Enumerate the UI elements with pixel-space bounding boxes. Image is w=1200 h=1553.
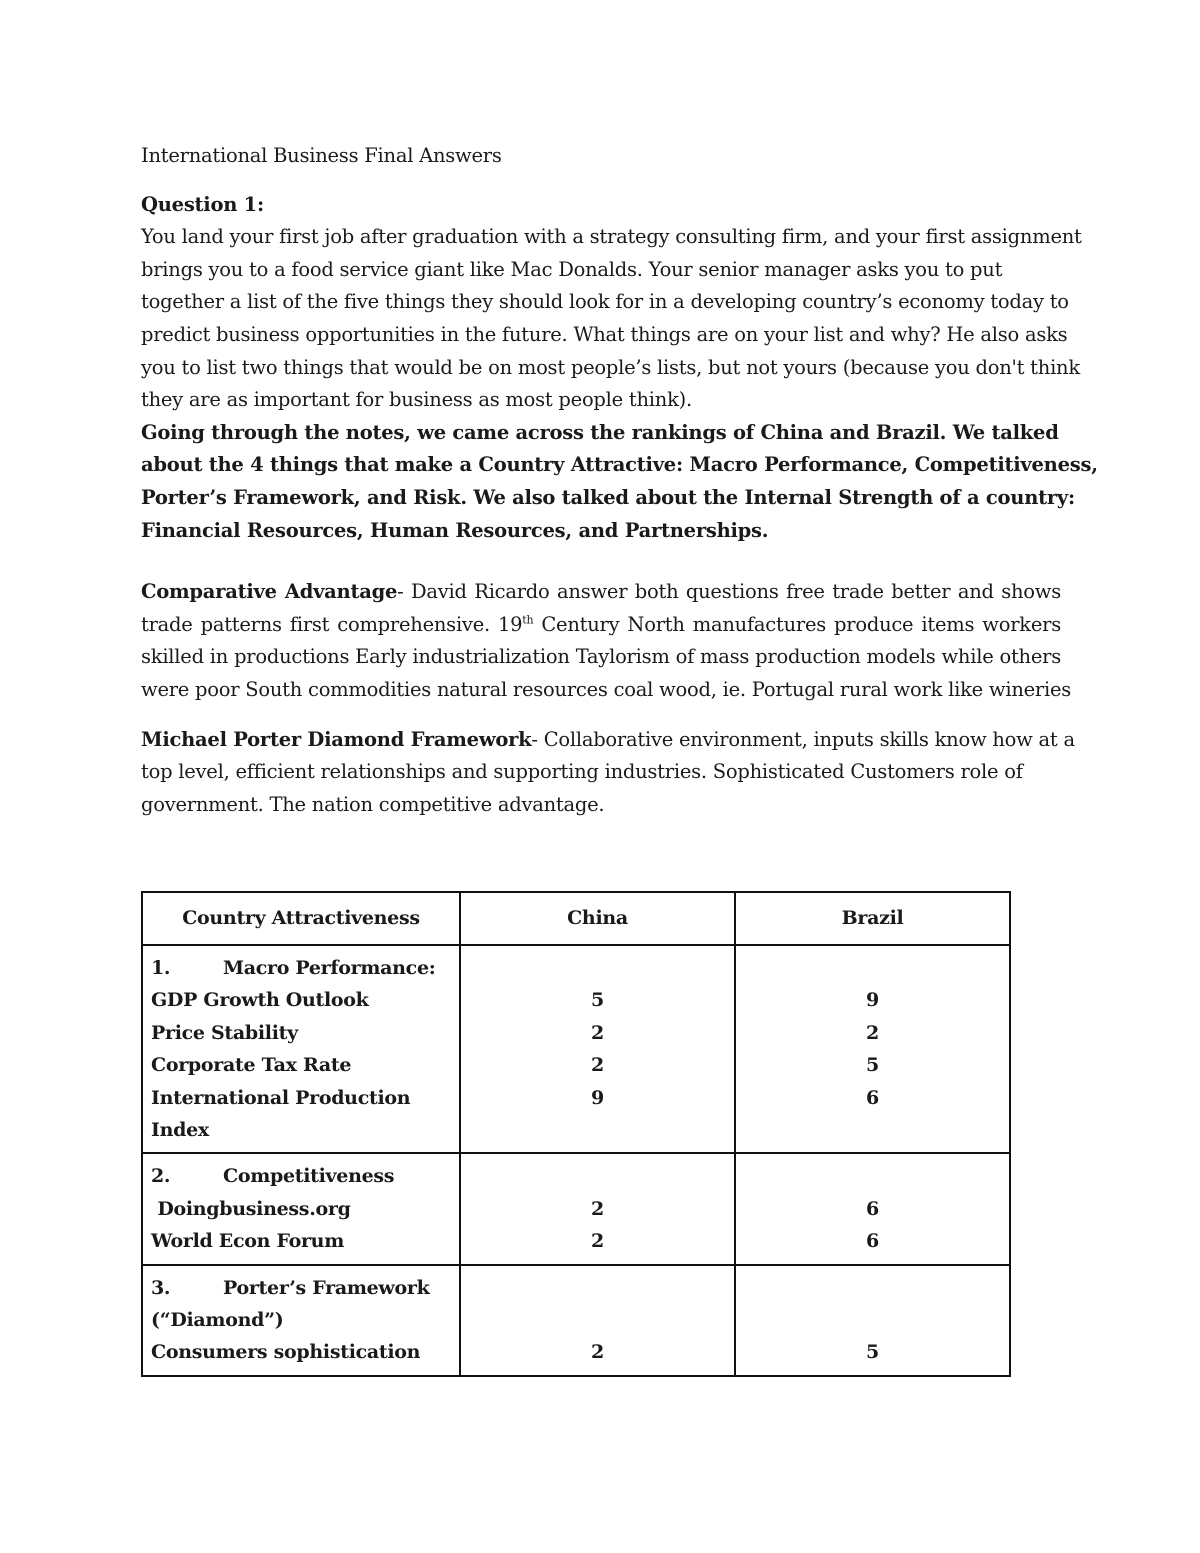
answer-line: Financial Resources, Human Resources, and Partnerships.: [141, 518, 769, 542]
brazil-value: 6: [866, 1086, 879, 1109]
question-heading: Question 1:: [141, 192, 264, 216]
answer-line: Porter’s Framework, and Risk. We also talked about the Internal Strength of a country:: [141, 485, 1075, 509]
table-row: [142, 1265, 1010, 1376]
question-text: [141, 221, 1082, 417]
answer-line: about the 4 things that make a Country Attractive: Macro Performance, Competitiveness,: [141, 453, 1098, 477]
china-values-cell: [460, 1153, 735, 1264]
row-label: Index: [151, 1119, 209, 1142]
china-value: 5: [591, 989, 604, 1012]
table-row: [142, 945, 1010, 1153]
brazil-value: 2: [866, 1021, 879, 1044]
brazil-value: 6: [866, 1230, 879, 1253]
porter-diamond-term: Michael Porter Diamond Framework: [141, 727, 532, 751]
brazil-value: 5: [866, 1054, 879, 1077]
section-title-continued: (“Diamond”): [151, 1309, 284, 1332]
section-title: Porter’s Framework: [223, 1276, 430, 1299]
comparative-advantage-paragraph: [141, 576, 1072, 706]
question-line: they are as important for business as most people think).: [141, 388, 692, 412]
brazil-value: 9: [866, 989, 879, 1012]
row-label: International Production: [151, 1086, 411, 1109]
row-label: Consumers sophistication: [151, 1341, 421, 1364]
header-country-attractiveness: Country Attractiveness: [142, 892, 460, 945]
paragraph-line: skilled in productions Early industrialization Taylorism of mass production models while others: [141, 645, 1061, 669]
row-label: Corporate Tax Rate: [151, 1054, 352, 1077]
paragraph-line: top level, efficient relationships and supporting industries. Sophisticated Customers role of: [141, 760, 1023, 784]
question-line: together a list of the five things they should look for in a developing country’s economy today to: [141, 290, 1069, 314]
row-label: GDP Growth Outlook: [151, 989, 369, 1012]
question-line: You land your first job after graduation with a strategy consulting firm, and your first assignment: [141, 225, 1082, 249]
china-value: 2: [591, 1021, 604, 1044]
question-line: brings you to a food service giant like Mac Donalds. Your senior manager asks you to put: [141, 257, 1003, 281]
section-label-cell: [142, 1153, 460, 1264]
brazil-values-cell: [735, 945, 1010, 1153]
header-china: China: [460, 892, 735, 945]
china-value: 2: [591, 1197, 604, 1220]
section-label-cell: [142, 1265, 460, 1376]
row-label: World Econ Forum: [151, 1230, 344, 1253]
paragraph-line: were poor South commodities natural resources coal wood, ie. Portugal rural work like wineries: [141, 677, 1072, 701]
section-number: 1.: [151, 957, 171, 979]
china-values-cell: [460, 1265, 735, 1376]
paragraph-line: government. The nation competitive advantage.: [141, 792, 605, 816]
paragraph-line: - David Ricardo answer both questions free trade better and shows: [397, 580, 1061, 604]
answer-line: Going through the notes, we came across the rankings of China and Brazil. We talked: [141, 420, 1059, 444]
section-number: 3.: [151, 1276, 171, 1299]
brazil-values-cell: [735, 1153, 1010, 1264]
question-line: predict business opportunities in the future. What things are on your list and why? He also asks: [141, 322, 1068, 346]
header-brazil: Brazil: [735, 892, 1010, 945]
china-value: 2: [591, 1054, 604, 1077]
country-attractiveness-table: [141, 891, 1011, 1377]
china-value: 2: [591, 1230, 604, 1253]
paragraph-line: trade patterns first comprehensive. 19: [141, 612, 523, 636]
porter-diamond-paragraph: [141, 724, 1075, 822]
table-row: [142, 1153, 1010, 1264]
answer-text: [141, 417, 1098, 547]
paragraph-line: Century North manufactures produce items workers: [533, 612, 1061, 636]
table-header-row: [142, 892, 1010, 945]
china-values-cell: [460, 945, 735, 1153]
question-line: you to list two things that would be on most people’s lists, but not yours (because you don't think: [141, 355, 1080, 379]
china-value: 2: [591, 1341, 604, 1364]
brazil-values-cell: [735, 1265, 1010, 1376]
section-title: Competitiveness: [223, 1165, 395, 1188]
superscript-th: th: [522, 613, 534, 627]
section-label-cell: [142, 945, 460, 1153]
section-number: 2.: [151, 1165, 171, 1188]
document-title: International Business Final Answers: [141, 144, 502, 167]
row-label: Price Stability: [151, 1021, 298, 1044]
china-value: 9: [591, 1086, 604, 1109]
row-label: Doingbusiness.org: [151, 1197, 351, 1220]
section-title: Macro Performance:: [223, 957, 436, 979]
brazil-value: 6: [866, 1197, 879, 1220]
comparative-advantage-term: Comparative Advantage: [141, 580, 398, 604]
paragraph-line: - Collaborative environment, inputs skills know how at a: [531, 727, 1075, 751]
brazil-value: 5: [866, 1341, 879, 1364]
document-page: [141, 140, 1098, 821]
